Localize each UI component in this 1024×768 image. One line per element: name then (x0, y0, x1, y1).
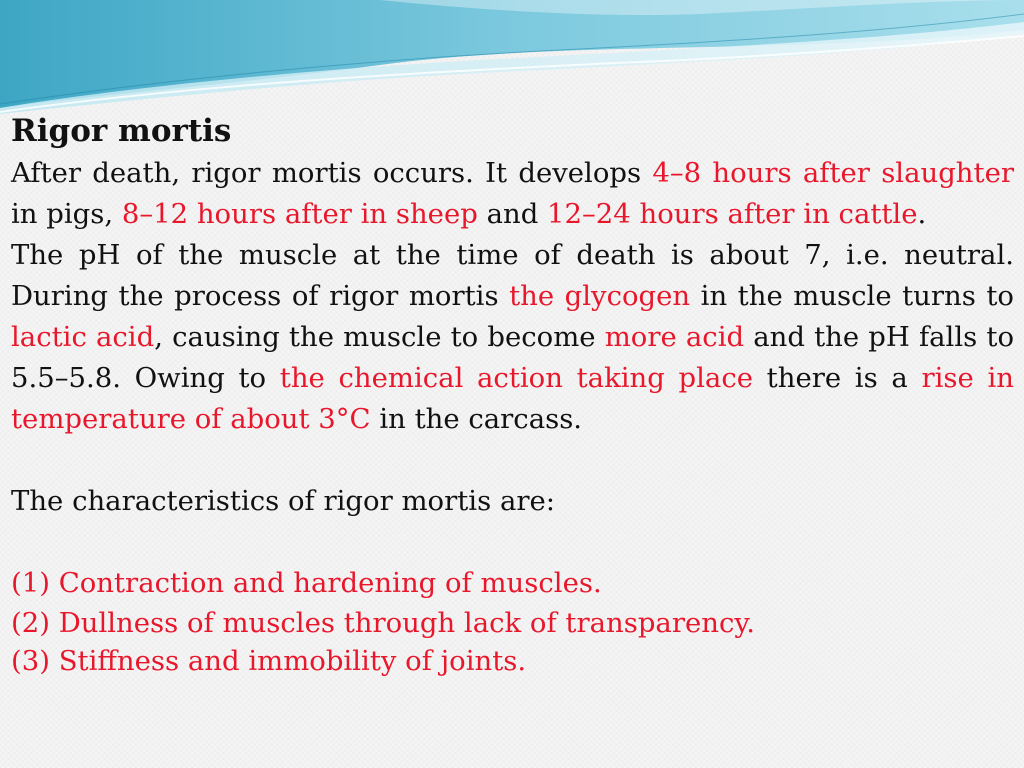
slide-content (11, 111, 1014, 680)
body-text: there is a (753, 362, 922, 394)
body-text: After death, rigor mortis occurs. It develops (11, 157, 653, 189)
body-text: in the carcass. (370, 403, 583, 435)
characteristic-item-2: (2) Dullness of muscles through lack of transparency. (11, 607, 755, 639)
highlight-text: 4–8 hours after slaughter (652, 157, 1014, 189)
body-text: in pigs, (11, 198, 122, 230)
paragraph-rigor-onset (11, 153, 1014, 235)
characteristics-heading: The characteristics of rigor mortis are: (11, 485, 556, 517)
highlight-text: 8–12 hours after in sheep (121, 198, 478, 230)
body-text: and (477, 198, 548, 230)
highlight-text: the glycogen (509, 280, 691, 312)
body-text: in the muscle turns to (690, 280, 1014, 312)
characteristic-item-1: (1) Contraction and hardening of muscles. (11, 567, 602, 599)
highlight-text: 12–24 hours after in cattle (547, 198, 918, 230)
spacer (11, 440, 1014, 481)
highlight-text: rise in temperature of about 3°C (11, 362, 1014, 435)
page-title: Rigor mortis (11, 113, 232, 149)
header-wave-banner (0, 0, 1024, 120)
body-text: . (917, 198, 927, 230)
body-text: , causing the muscle to become (154, 321, 605, 353)
body-text: and the pH falls to 5.5–5.8. Owing to (11, 321, 1015, 394)
highlight-text: the chemical action taking place (279, 362, 753, 394)
body-text: The pH of the muscle at the time of death is about 7, i.e. neutral. During the process of rigor mortis (11, 239, 1014, 312)
highlight-text: more acid (604, 321, 745, 353)
spacer (11, 522, 1014, 563)
characteristic-item-3: (3) Stiffness and immobility of joints. (11, 645, 527, 677)
highlight-text: lactic acid (11, 321, 155, 353)
paragraph-ph-change (11, 235, 1014, 440)
